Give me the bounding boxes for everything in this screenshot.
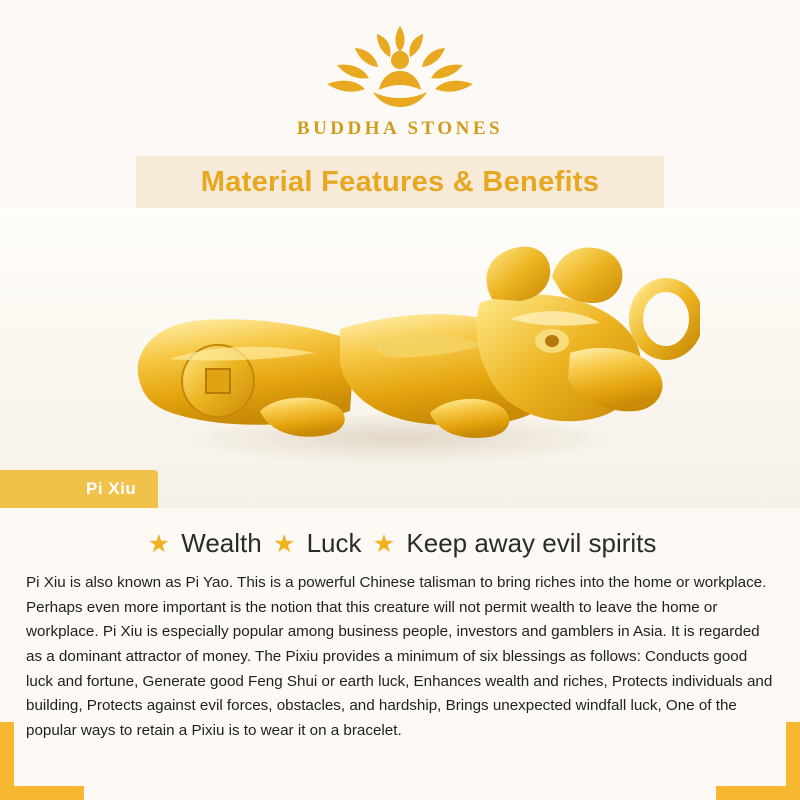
golden-pixiu-image [100, 233, 700, 483]
benefit-item-1: Wealth [181, 528, 262, 558]
star-icon: ★ [372, 530, 396, 558]
body-content [0, 508, 800, 743]
corner-frame-bottom-left [0, 722, 84, 800]
product-description: Pi Xiu is also known as Pi Yao. This is a powerful Chinese talisman to bring riches into the home or workplace. Perhaps even more important is the notion that this creature will not permit wealth to leave the home or workplace. Pi Xiu is especially popular among business people, investors and gamblers in Asia. It is regarded as a dominant attractor of money. The Pixiu provides a minimum of six blessings as follows: Conducts good luck and fortune, Generate good Feng Shui or earth luck, Enhances wealth and riches, Protects individuals and building, Protects against evil forces, obstacles, and hardship, Brings unexpected windfall luck, One of the popular ways to retain a Pixiu is to wear it on a bracelet. [26, 574, 773, 739]
brand-header [0, 0, 800, 140]
star-icon: ★ [147, 530, 171, 558]
pixiu-illustration [100, 233, 700, 483]
brand-name: BUDDHA STONES [296, 118, 504, 139]
benefit-item-3: Keep away evil spirits [406, 528, 657, 558]
star-icon: ★ [272, 530, 296, 558]
benefits-headline [22, 528, 778, 559]
page-title: Material Features & Benefits [200, 165, 600, 198]
section-title-band [0, 156, 800, 208]
product-caption-tab: Pi Xiu [0, 470, 158, 508]
corner-frame-bottom-right [716, 722, 800, 800]
product-hero [0, 208, 800, 508]
benefit-item-2: Luck [306, 528, 362, 558]
lotus-meditation-icon [315, 18, 485, 114]
